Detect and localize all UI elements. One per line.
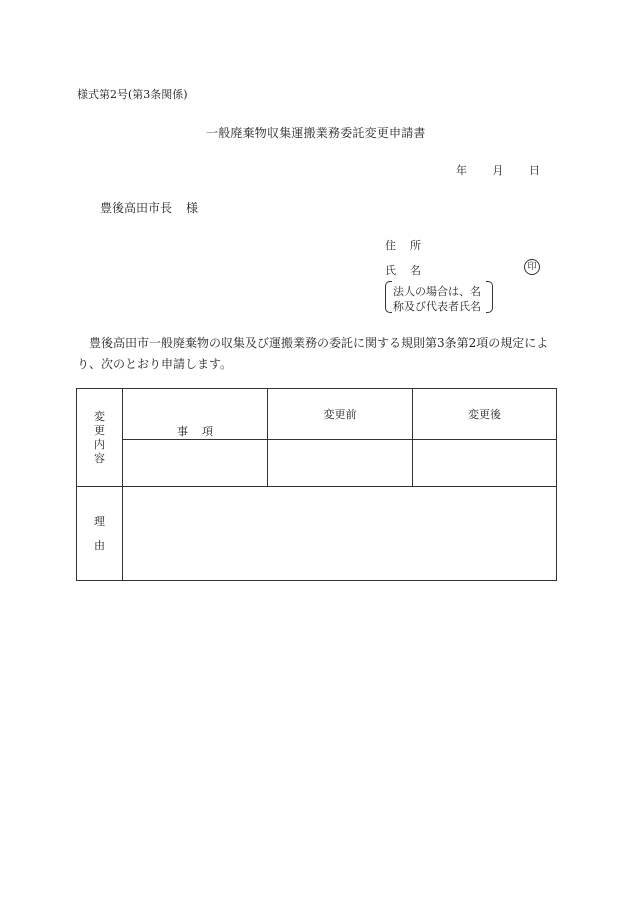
header-item: 事 項: [123, 389, 268, 440]
addressee: [100, 199, 198, 216]
change-table: [76, 388, 557, 581]
change-content-label: 変更内容: [77, 389, 123, 487]
document-title: 一般廃棄物収集運搬業務委託変更申請書: [206, 126, 426, 140]
seal-mark: 印: [524, 259, 540, 275]
addressee-name: 豊後高田市長: [100, 201, 173, 215]
left-bracket: [385, 281, 392, 313]
application-statement: 豊後高田市一般廃棄物の収集及び運搬業務の委託に関する規則第3条第2項の規定により、次のとおり申請します。: [77, 336, 549, 371]
day-label: 日: [529, 164, 540, 177]
after-change-input-cell[interactable]: [413, 440, 557, 487]
corporation-note-line2: 称及び代表者氏名: [393, 300, 481, 313]
reason-label: 理 由: [77, 487, 123, 581]
right-bracket: [486, 281, 493, 313]
header-after-change: 変更後: [413, 389, 557, 440]
month-label: 月: [492, 164, 504, 177]
addressee-honorific: 様: [186, 201, 199, 215]
item-input-cell[interactable]: [123, 440, 268, 487]
date-line: [456, 162, 540, 178]
year-label: 年: [456, 164, 467, 177]
corporation-note-line1: 法人の場合は、名: [393, 285, 481, 298]
name-label: 氏 名: [385, 264, 421, 277]
form-number: 様式第2号(第3条関係): [77, 88, 188, 101]
before-change-input-cell[interactable]: [268, 440, 413, 487]
reason-input-cell[interactable]: [123, 487, 557, 581]
address-label: 住 所: [385, 239, 421, 252]
header-before-change: 変更前: [268, 389, 413, 440]
corporation-note: [385, 281, 493, 313]
